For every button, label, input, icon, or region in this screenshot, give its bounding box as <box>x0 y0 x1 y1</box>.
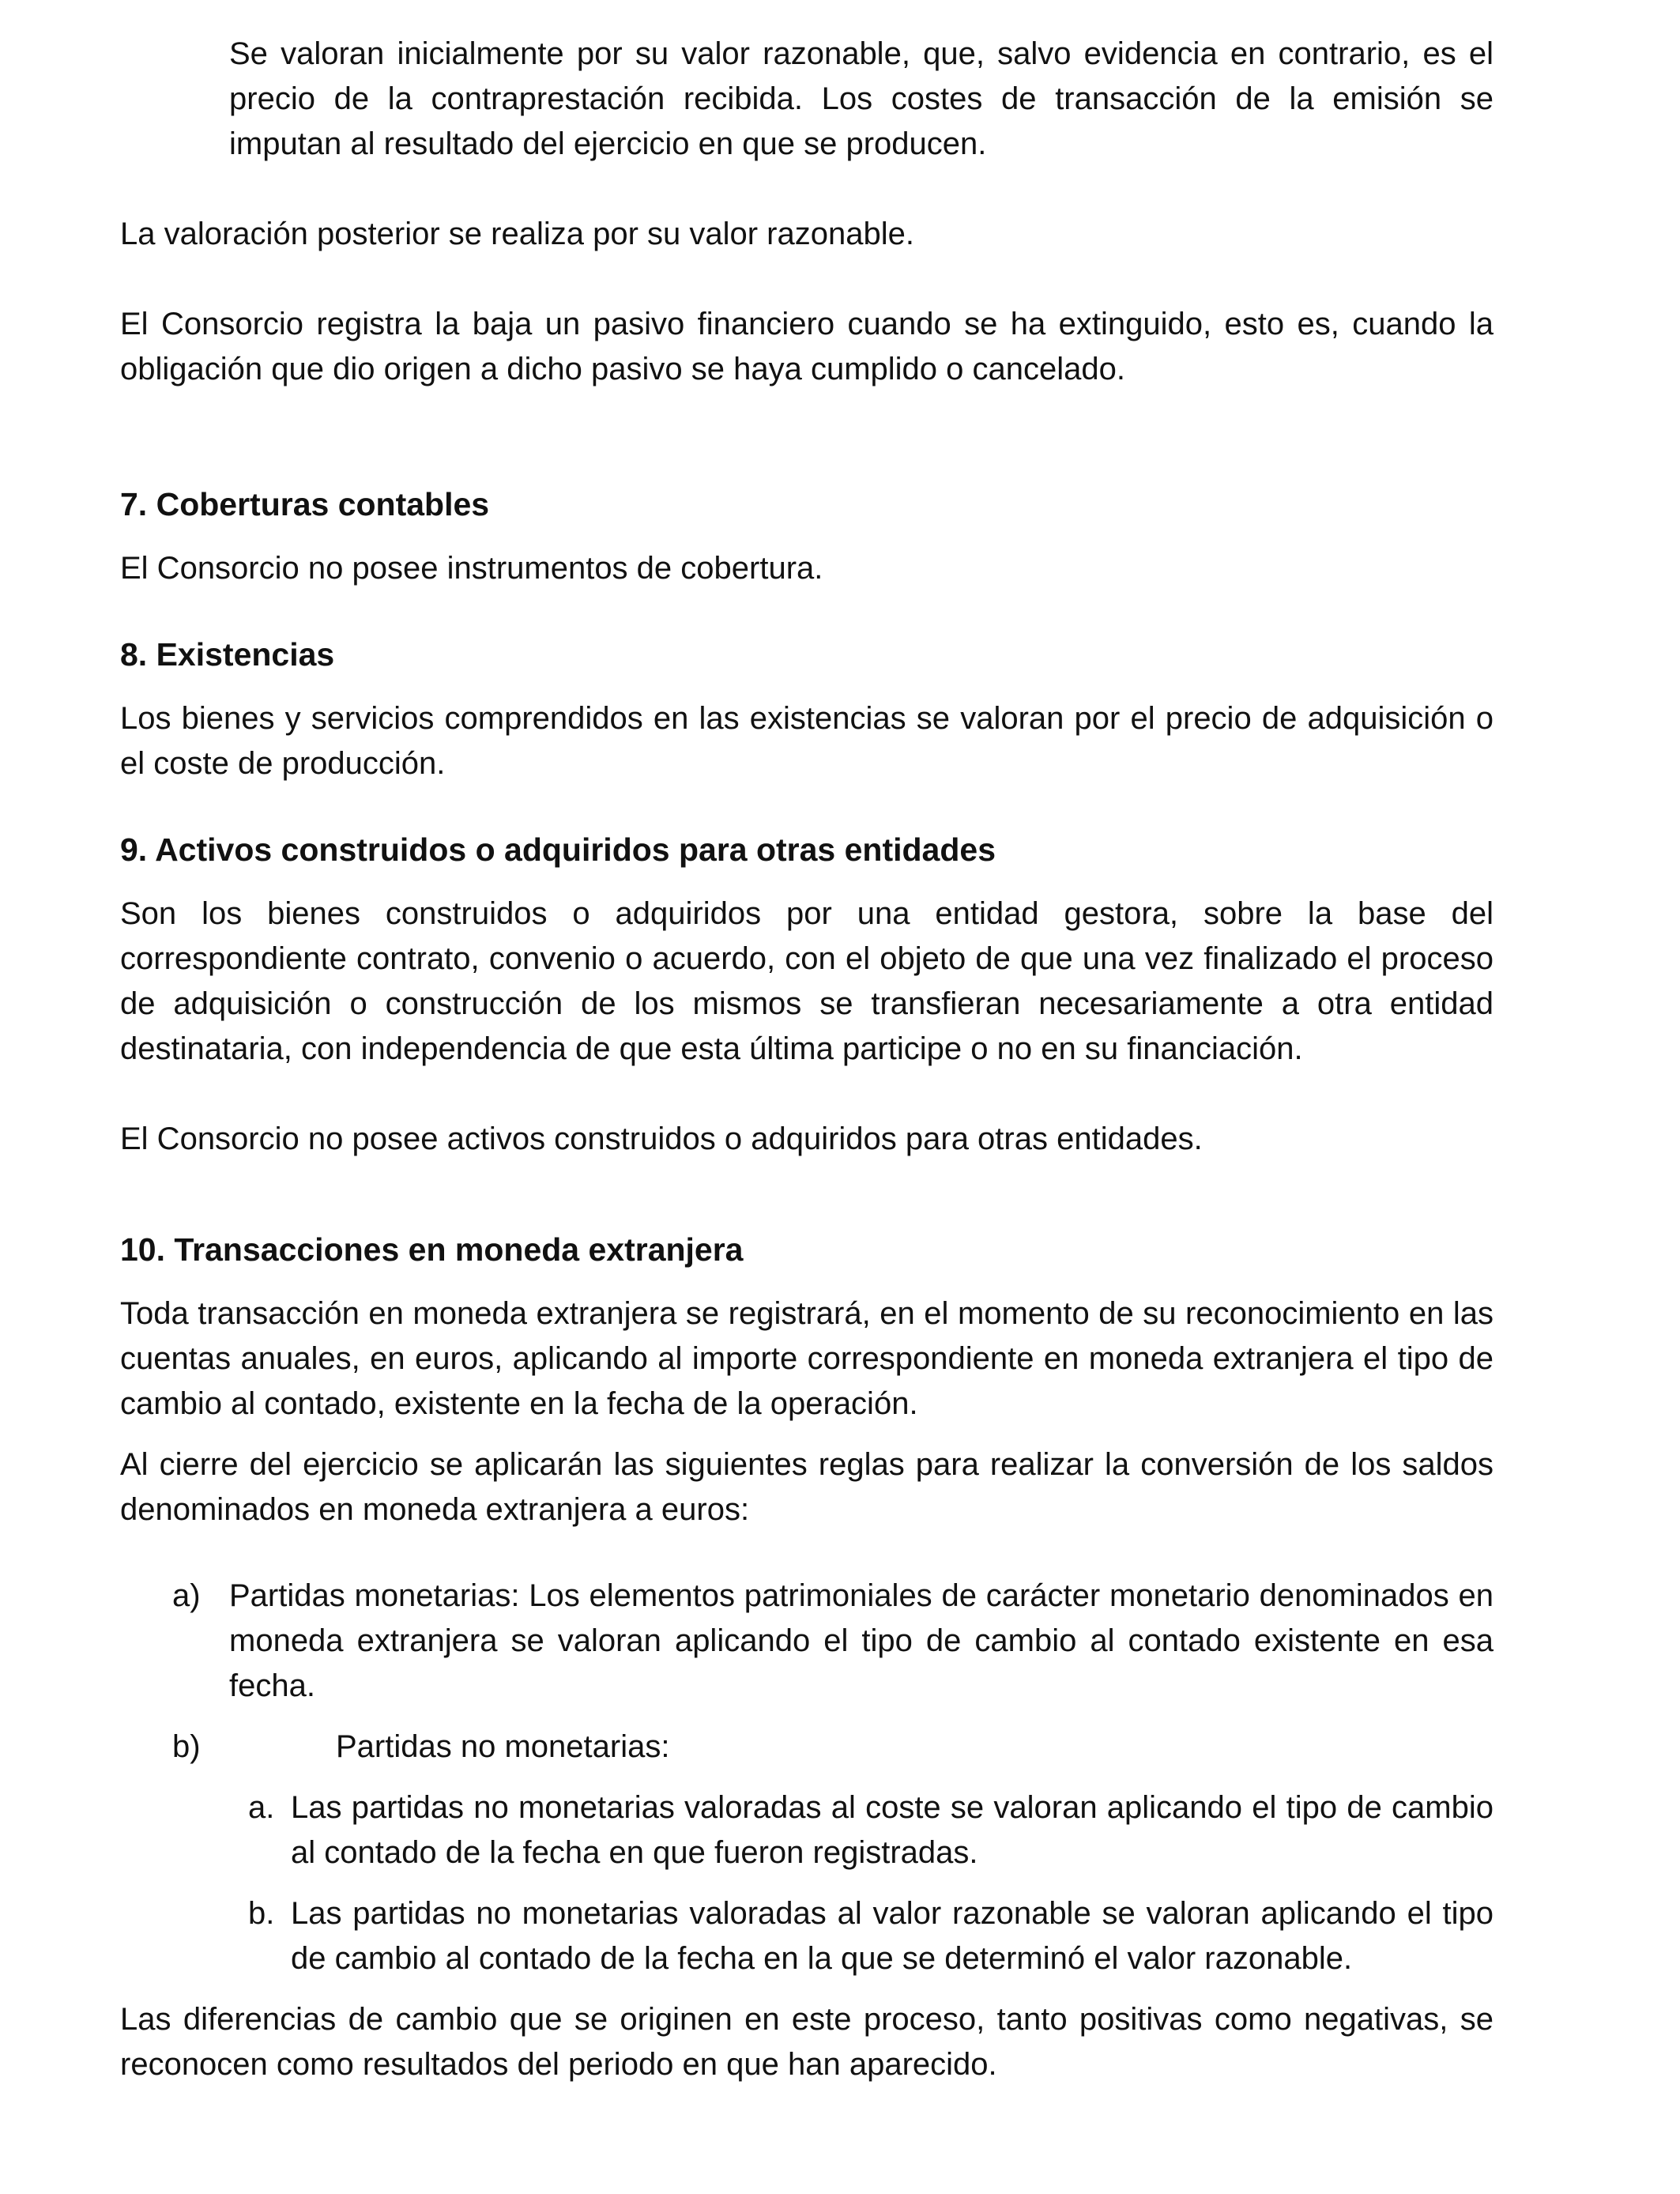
section-8-paragraph-1: Los bienes y servicios comprendidos en las existencias se valoran por el precio de adquisición o el coste de producción. <box>120 701 1494 781</box>
sublist-item-b <box>248 1891 1494 1981</box>
section-7-paragraph-1: El Consorcio no posee instrumentos de cobertura. <box>120 551 823 586</box>
intro-paragraph-2: La valoración posterior se realiza por su valor razonable. <box>120 217 914 251</box>
list-item-a-text: Partidas monetarias: Los elementos patrimoniales de carácter monetario denominados en moneda extranjera se valoran aplicando el tipo de cambio al contado existente en esa fecha. <box>229 1578 1494 1703</box>
list-item-b-text: Partidas no monetarias: <box>336 1729 670 1764</box>
section-10-paragraph-1: Toda transacción en moneda extranjera se registrará, en el momento de su reconocimiento en las cuentas anuales, en euros, aplicando al importe correspondiente en moneda extranjera el tipo de cambio al contado, existente en la fecha de la operación. <box>120 1296 1494 1421</box>
section-9-heading: 9. Activos construidos o adquiridos para otras entidades <box>120 831 996 868</box>
list-item-b <box>172 1725 1494 1770</box>
section-10-heading: 10. Transacciones en moneda extranjera <box>120 1231 744 1268</box>
list-marker-b: b) <box>172 1729 201 1764</box>
sublist-marker-b: b. <box>248 1896 275 1931</box>
sublist-item-b-text: Las partidas no monetarias valoradas al valor razonable se valoran aplicando el tipo de cambio al contado de la fecha en la que se determinó el valor razonable. <box>291 1896 1494 1976</box>
sublist-item-a <box>248 1785 1494 1875</box>
section-10-paragraph-2: Al cierre del ejercicio se aplicarán las siguientes reglas para realizar la conversión de los saldos denominados en moneda extranjera a euros: <box>120 1447 1494 1527</box>
section-8-heading: 8. Existencias <box>120 636 335 673</box>
document-page <box>120 32 1494 2087</box>
section-10-paragraph-3: Las diferencias de cambio que se originen en este proceso, tanto positivas como negativas, se reconocen como resultados del periodo en que han aparecido. <box>120 2002 1494 2082</box>
section-7-heading: 7. Coberturas contables <box>120 486 490 522</box>
section-9-paragraph-2: El Consorcio no posee activos construidos o adquiridos para otras entidades. <box>120 1122 1203 1156</box>
sublist-marker-a: a. <box>248 1790 275 1825</box>
list-item-a <box>172 1574 1494 1709</box>
sublist-item-a-text: Las partidas no monetarias valoradas al coste se valoran aplicando el tipo de cambio al contado de la fecha en que fueron registradas. <box>291 1790 1494 1870</box>
intro-paragraph-1: Se valoran inicialmente por su valor razonable, que, salvo evidencia en contrario, es el precio de la contraprestación recibida. Los costes de transacción de la emisión se imputan al resultado del ejercicio en que se producen. <box>229 36 1494 161</box>
intro-paragraph-3: El Consorcio registra la baja un pasivo financiero cuando se ha extinguido, esto es, cuando la obligación que dio origen a dicho pasivo se haya cumplido o cancelado. <box>120 307 1494 386</box>
section-9-paragraph-1: Son los bienes construidos o adquiridos por una entidad gestora, sobre la base del correspondiente contrato, convenio o acuerdo, con el objeto de que una vez finalizado el proceso de adquisición o construcción de los mismos se transfieran necesariamente a otra entidad destinataria, con independencia de que esta última participe o no en su financiación. <box>120 896 1494 1066</box>
list-marker-a: a) <box>172 1578 201 1613</box>
